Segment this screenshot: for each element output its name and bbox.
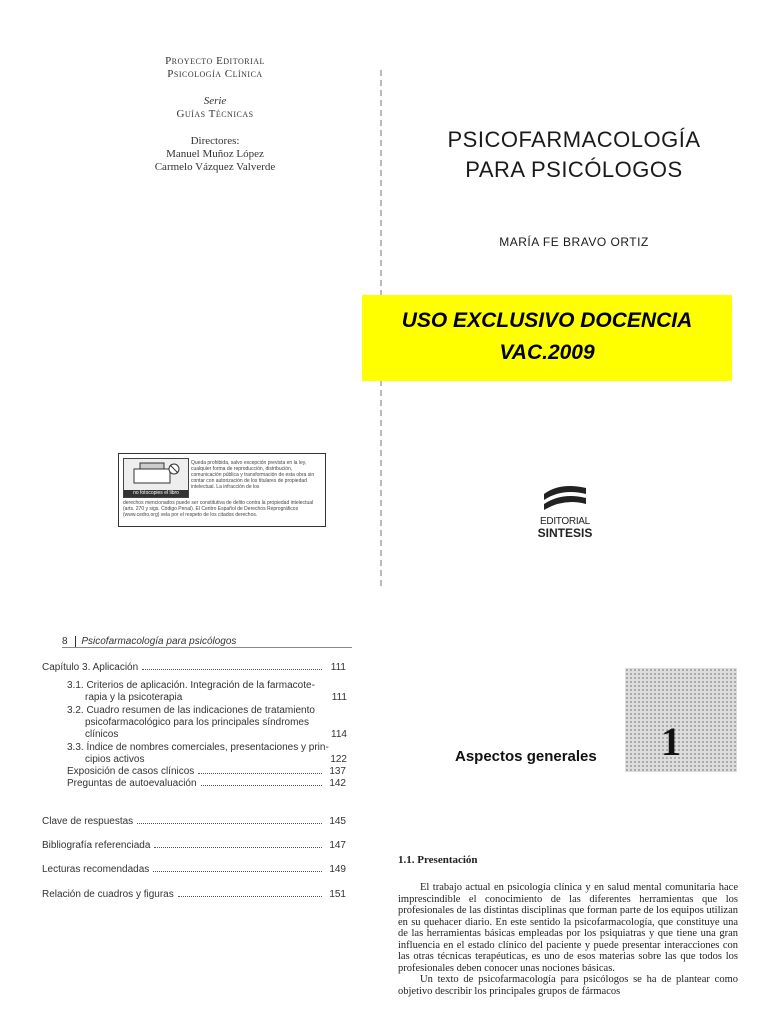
- logo-text: no fotocopies el libro: [124, 490, 188, 497]
- book-author: MARÍA FE BRAVO ORTIZ: [499, 235, 649, 249]
- copyright-notice: [118, 453, 326, 527]
- toc-page: 137: [329, 766, 346, 777]
- photocopier-icon: [124, 459, 188, 489]
- toc-row: [42, 662, 346, 673]
- toc-page: 151: [329, 889, 346, 900]
- director-1: Manuel Muñoz López: [166, 148, 264, 160]
- chapter-number: 1: [661, 719, 681, 764]
- publisher-logo: [535, 480, 595, 539]
- toc-page: 145: [329, 816, 346, 827]
- toc-page: 147: [329, 840, 346, 851]
- toc-page: 142: [329, 778, 346, 789]
- body-paragraph: Un texto de psicofarmacología para psicólogos se ha de plantear como objetivo describir los principales grupos de fármacos: [398, 974, 738, 997]
- toc-label-cont: psicofarmacológico para los principales síndromes: [85, 717, 309, 728]
- header-title: Psicofarmacología para psicólogos: [75, 636, 236, 647]
- toc-page: 149: [329, 864, 346, 875]
- toc-row: [42, 816, 346, 827]
- toc-page: 111: [331, 692, 347, 703]
- banner-line1: USO EXCLUSIVO DOCENCIA: [401, 309, 693, 332]
- toc-row: [42, 864, 346, 875]
- chapter-title: Aspectos generales: [455, 748, 597, 765]
- toc-label: 3.2. Cuadro resumen de las indicaciones de tratamiento: [67, 705, 315, 716]
- sintesis-logo-icon: [540, 480, 590, 512]
- toc-label: 3.1. Criterios de aplicación. Integración de la farmacote-: [67, 680, 315, 691]
- legal-text-1: Queda prohibida, salvo excepción prevista en la ley, cualquier forma de reproducción, distribución, comunicación pública y transformación de esta obra sin contar con autorización de los titulares de propiedad intelectual. La infracción de los: [191, 460, 315, 490]
- toc-label: Clave de respuestas: [42, 816, 134, 827]
- toc-label: 3.3. Índice de nombres comerciales, presentaciones y prin-: [67, 742, 329, 753]
- publisher-line2: SINTESIS: [537, 526, 593, 540]
- banner-line2: VAC.2009: [499, 341, 595, 364]
- legal-text-2: derechos mencionados puede ser constitutiva de delito contra la propiedad intelectual (arts. 270 y sigs. Código Penal). El Centro Español de Derechos Reprográficos (www.cedro.org) vela por el respeto de los citados derechos.: [123, 500, 314, 518]
- toc-page: 122: [330, 754, 347, 765]
- toc-row: [67, 778, 346, 789]
- editorial-credits: [95, 55, 335, 174]
- usage-banner: [362, 295, 732, 381]
- title-line1: PSICOFARMACOLOGÍA: [447, 127, 701, 152]
- toc-label-cont: rapia y la psicoterapia: [85, 692, 183, 703]
- chapter-number-box: [625, 668, 737, 772]
- chapter-body: [398, 882, 738, 997]
- toc-row: [67, 766, 346, 777]
- toc-row: [42, 889, 346, 900]
- body-paragraph: El trabajo actual en psicología clínica y en salud mental comunitaria hace imprescindible el conocimiento de las diferentes herramientas que los profesionales de las distintas disciplinas que forman parte de los equipos utilizan en su quehacer diario. En este sentido la psicofarmacología, que constituye una de las herramientas básicas empleadas por los psiquiatras y que tiene una gran influencia en el estado clínico del paciente y puede presentar interacciones con las otras técnicas terapéuticas, es uno de esos materias sobre las que todos los profesionales deben conocer unas nociones básicas.: [398, 882, 738, 974]
- toc-page: 111: [330, 662, 346, 673]
- toc-label: Capítulo 3. Aplicación: [42, 662, 139, 673]
- toc-row: [67, 742, 347, 766]
- toc-label: Lecturas recomendadas: [42, 864, 150, 875]
- toc-row: [42, 840, 346, 851]
- series-name: Guías Técnicas: [176, 108, 254, 120]
- series-label: Serie: [203, 95, 227, 107]
- toc-row: [67, 705, 347, 741]
- toc-label: Preguntas de autoevaluación: [67, 778, 197, 789]
- no-photocopy-logo: [123, 458, 189, 498]
- toc-label: Exposición de casos clínicos: [67, 766, 195, 777]
- toc-label-cont: cipios activos: [85, 754, 145, 765]
- header-page-number: 8: [62, 636, 68, 647]
- toc-row: [67, 680, 347, 704]
- toc-label: Relación de cuadros y figuras: [42, 889, 174, 900]
- project-line2: Psicología Clínica: [167, 68, 263, 80]
- director-2: Carmelo Vázquez Valverde: [154, 161, 276, 173]
- running-header: [62, 636, 352, 648]
- toc-label-cont: clínicos: [85, 729, 119, 740]
- book-title: [380, 125, 768, 185]
- toc-page: 114: [331, 729, 347, 740]
- publisher-line1: EDITORIAL: [540, 516, 590, 527]
- toc-label: Bibliografía referenciada: [42, 840, 151, 851]
- directors-label: Directores:: [190, 135, 240, 147]
- title-line2: PARA PSICÓLOGOS: [465, 157, 683, 182]
- section-title: 1.1. Presentación: [398, 854, 478, 866]
- project-line1: Proyecto Editorial: [165, 55, 265, 67]
